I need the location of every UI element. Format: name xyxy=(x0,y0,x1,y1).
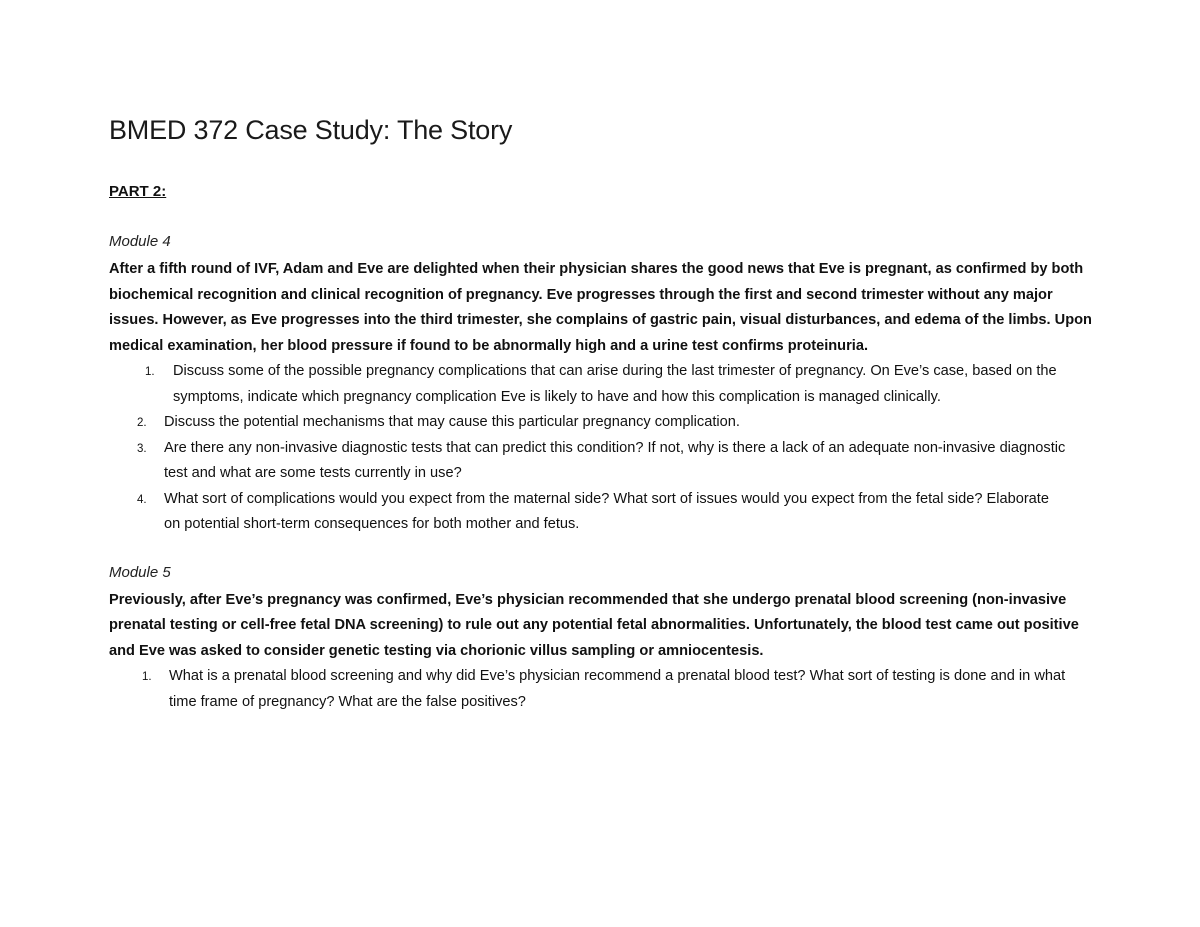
document-body xyxy=(109,112,1099,715)
question-text: Discuss some of the possible pregnancy complications that can arise during the last trimester of pregnancy. On Eve’s case, based on the symptoms, indicate which pregnancy complication Eve is likely to have and how this complication is managed clinically. xyxy=(173,363,1057,405)
question-item xyxy=(109,410,1099,436)
question-text: What is a prenatal blood screening and why did Eve’s physician recommend a prenatal blood test? What sort of testing is done and in what time frame of pregnancy? What are the false positives? xyxy=(169,668,1066,710)
module-scenario: After a fifth round of IVF, Adam and Eve are delighted when their physician shares the good news that Eve is pregnant, as confirmed by both biochemical recognition and clinical recognition of pregnancy. Eve progresses through the first and second trimester without any major issues. However, as Eve progresses into the third trimester, she complains of gastric pain, visual disturbances, and edema of the limbs. Upon medical examination, her blood pressure if found to be abnormally high and a urine test confirms proteinuria. xyxy=(109,261,1092,354)
question-text: Are there any non-invasive diagnostic tests that can predict this condition? If not, why is there a lack of an adequate non-invasive diagnostic test and what are some tests currently in use? xyxy=(164,439,1066,481)
question-text: What sort of complications would you expect from the maternal side? What sort of issues would you expect from the fetal side? Elaborate on potential short-term consequences for both mother and fetus. xyxy=(164,490,1049,532)
question-list xyxy=(109,664,1099,715)
question-number: 3. xyxy=(137,442,147,455)
question-number: 4. xyxy=(137,493,147,506)
question-item xyxy=(109,487,1099,538)
question-number: 1. xyxy=(142,671,152,683)
module-scenario: Previously, after Eve’s pregnancy was confirmed, Eve’s physician recommended that she undergo prenatal blood screening (non-invasive prenatal testing or cell-free fetal DNA screening) to rule out any potential fetal abnormalities. Unfortunately, the blood test came out positive and Eve was asked to consider genetic testing via chorionic villus sampling or amniocentesis. xyxy=(109,591,1079,659)
question-item xyxy=(109,664,1099,715)
question-item xyxy=(109,359,1099,410)
module-5-section xyxy=(109,563,1099,716)
part-heading: PART 2: xyxy=(109,183,167,200)
question-item xyxy=(109,436,1099,487)
module-label: Module 4 xyxy=(109,233,171,250)
document-title: BMED 372 Case Study: The Story xyxy=(109,115,513,145)
question-number: 1. xyxy=(145,366,155,378)
question-text: Discuss the potential mechanisms that may cause this particular pregnancy complication. xyxy=(164,414,740,430)
module-4-section xyxy=(109,232,1099,538)
question-number: 2. xyxy=(137,417,147,429)
module-label: Module 5 xyxy=(109,563,171,581)
question-list xyxy=(109,359,1099,538)
